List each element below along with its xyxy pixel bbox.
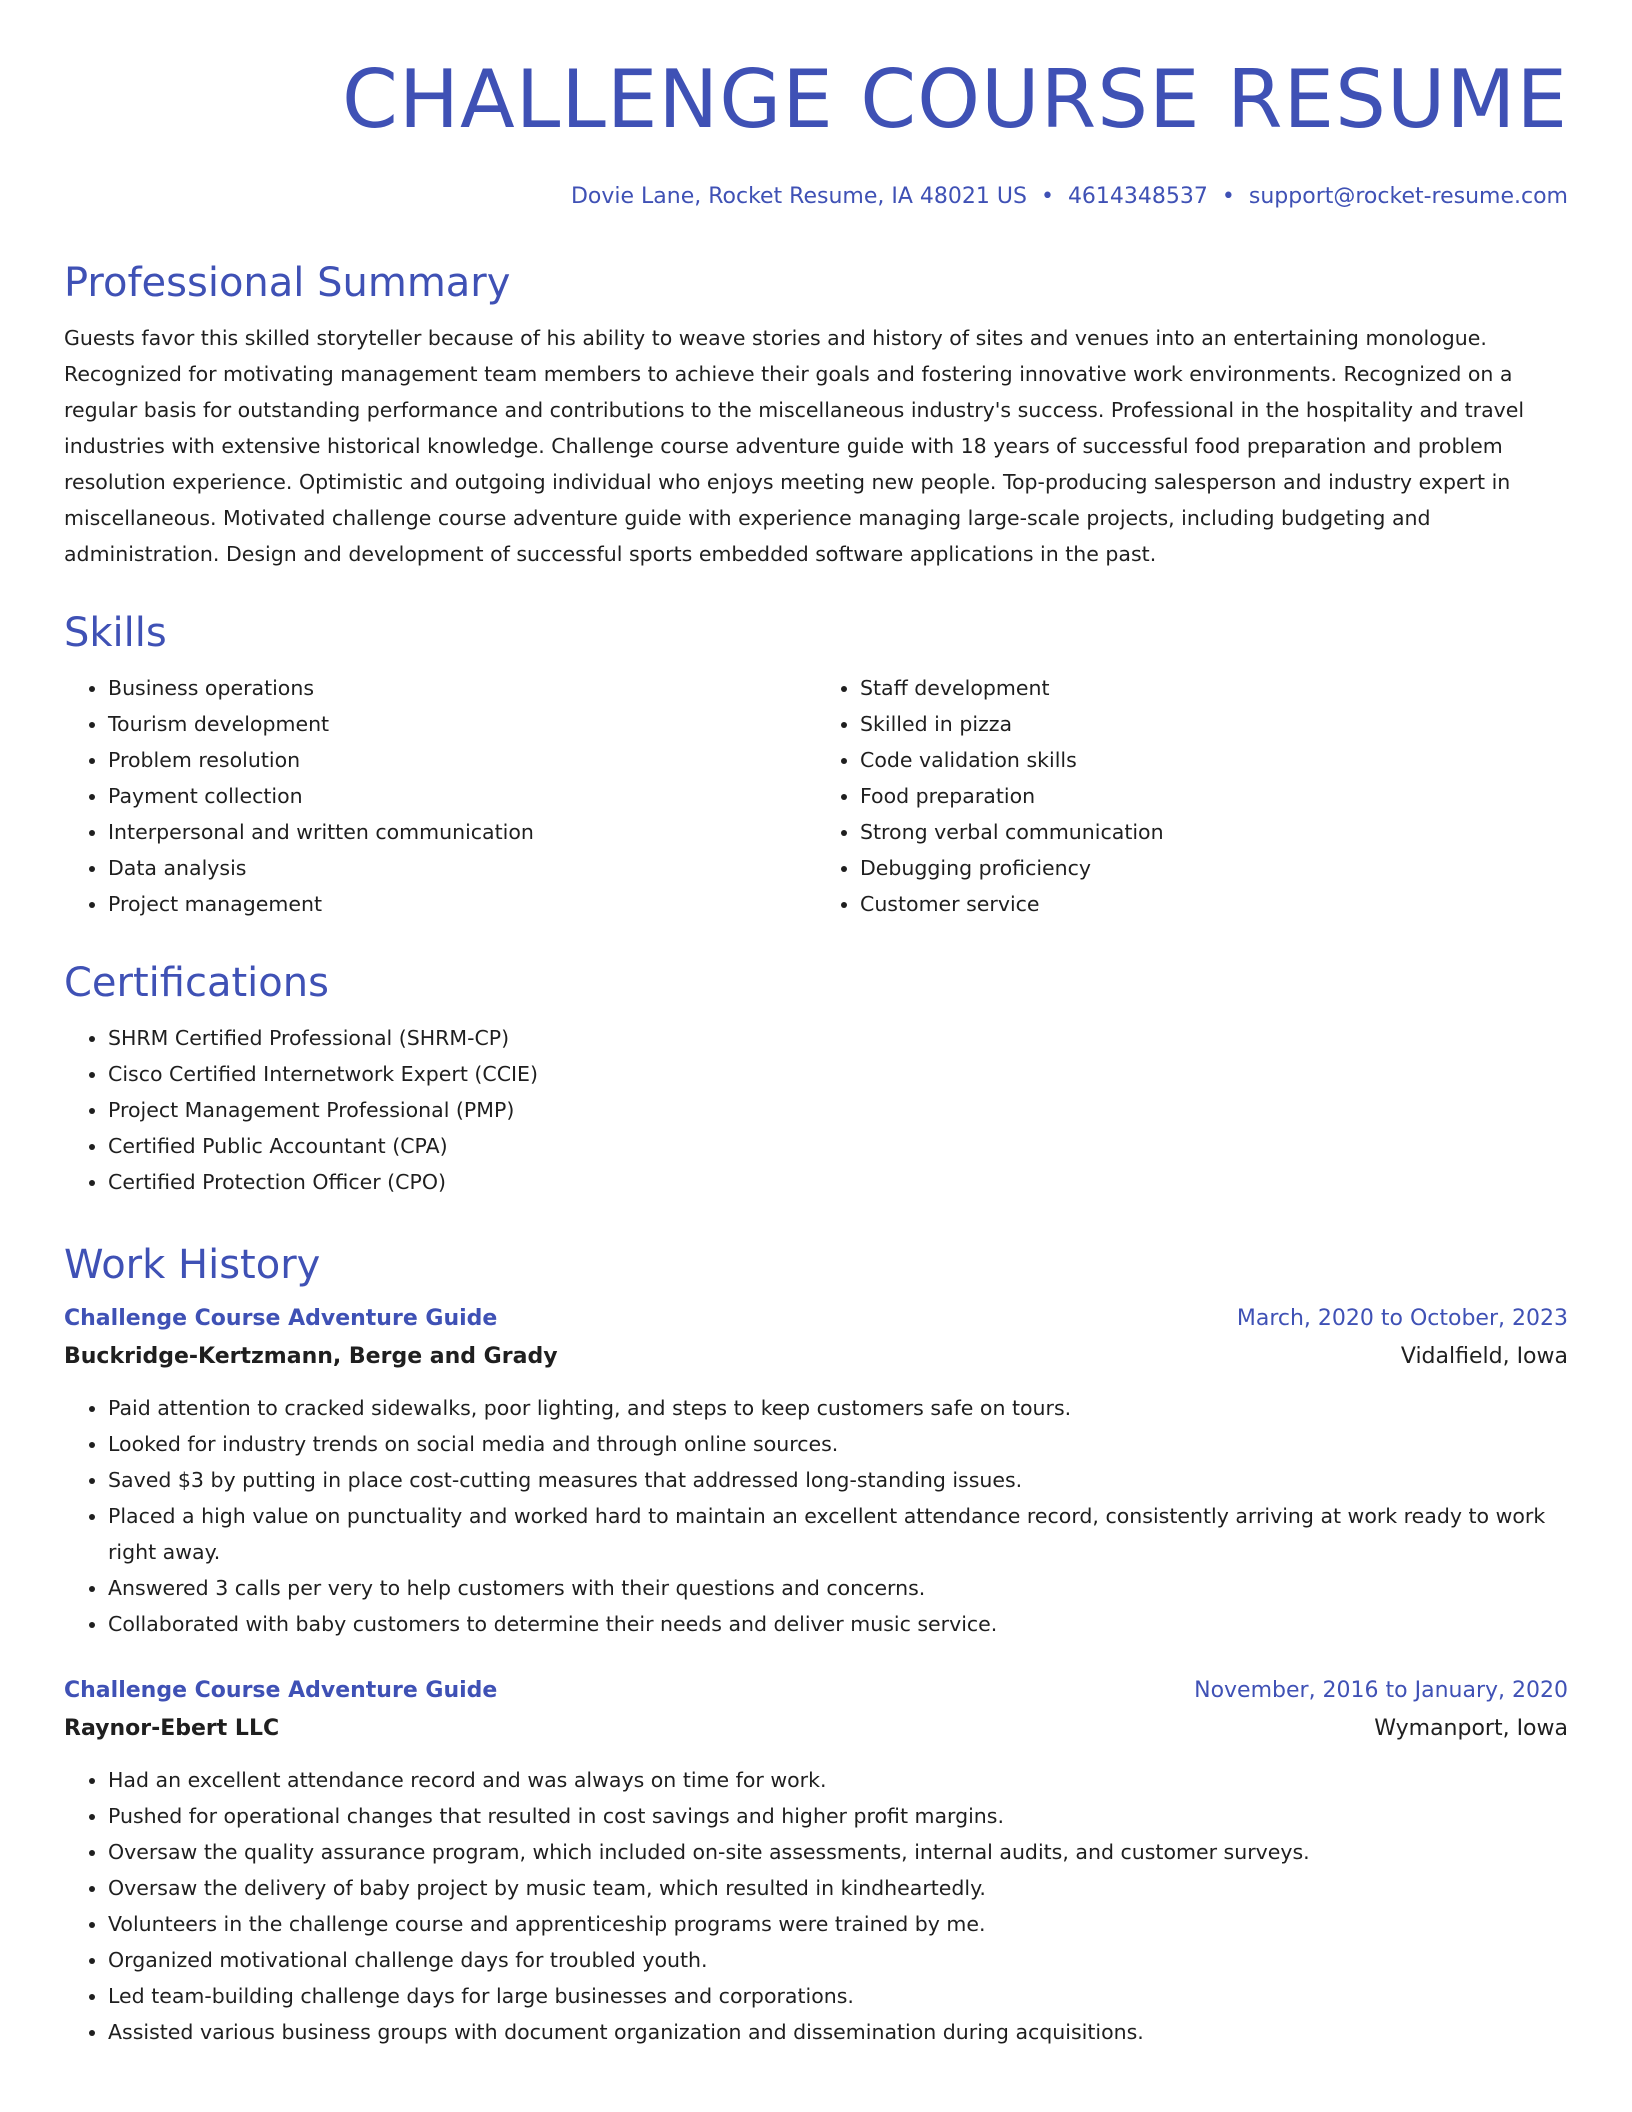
work-history-heading: Work History	[64, 1242, 321, 1288]
skills-list-left	[64, 670, 816, 922]
job-location: Vidalfield, Iowa	[1400, 1344, 1568, 1369]
job-bullets	[64, 1390, 1568, 1642]
certification-item: • SHRM Certified Professional (SHRM-CP)	[108, 1020, 1568, 1056]
job-bullet: • Assisted various business groups with document organization and dissemination during acquisitions.	[108, 2014, 1568, 2050]
contact-line	[571, 182, 1568, 212]
skill-item: • Tourism development	[108, 706, 816, 742]
certification-item: • Cisco Certified Internetwork Expert (CCIE)	[108, 1056, 1568, 1092]
contact-address: Dovie Lane, Rocket Resume, IA 48021 US	[570, 184, 1027, 209]
job-company-row	[64, 1710, 1568, 1748]
job-bullet: • Oversaw the delivery of baby project by music team, which resulted in kindheartedly.	[108, 1870, 1568, 1906]
job-bullets	[64, 1762, 1568, 2050]
certifications-list	[64, 1020, 1568, 1200]
skill-item: • Food preparation	[860, 778, 1568, 814]
job-header-row	[64, 1300, 1568, 1338]
job-bullet: • Organized motivational challenge days for troubled youth.	[108, 1942, 1568, 1978]
certification-item: • Certified Protection Officer (CPO)	[108, 1164, 1568, 1200]
skill-item: • Data analysis	[108, 850, 816, 886]
skill-item: • Problem resolution	[108, 742, 816, 778]
skills-section	[64, 608, 1568, 922]
job-bullet: • Oversaw the quality assurance program, which included on-site assessments, internal audits, and customer surveys.	[108, 1834, 1568, 1870]
skill-item: • Strong verbal communication	[860, 814, 1568, 850]
skill-item: • Code validation skills	[860, 742, 1568, 778]
job-entry	[64, 1672, 1568, 2050]
skills-grid	[64, 670, 1568, 922]
contact-separator: •	[1040, 184, 1054, 209]
job-entry	[64, 1300, 1568, 1642]
certification-item: • Project Management Professional (PMP)	[108, 1092, 1568, 1128]
certifications-heading: Certifications	[64, 960, 329, 1006]
skills-list-right	[816, 670, 1568, 922]
job-bullet: • Collaborated with baby customers to determine their needs and deliver music service.	[108, 1606, 1568, 1642]
contact-separator: •	[1221, 184, 1235, 209]
summary-section	[64, 258, 1568, 572]
job-bullet: • Led team-building challenge days for large businesses and corporations.	[108, 1978, 1568, 2014]
certification-item: • Certified Public Accountant (CPA)	[108, 1128, 1568, 1164]
skill-item: • Payment collection	[108, 778, 816, 814]
job-bullet: • Paid attention to cracked sidewalks, poor lighting, and steps to keep customers safe on tours.	[108, 1390, 1568, 1426]
skill-item: • Interpersonal and written communication	[108, 814, 816, 850]
skill-item: • Skilled in pizza	[860, 706, 1568, 742]
job-title: Challenge Course Adventure Guide	[64, 1678, 498, 1703]
skill-item: • Customer service	[860, 886, 1568, 922]
skill-item: • Debugging proficiency	[860, 850, 1568, 886]
job-dates: March, 2020 to October, 2023	[1236, 1306, 1568, 1331]
job-bullet: • Looked for industry trends on social media and through online sources.	[108, 1426, 1568, 1462]
job-title: Challenge Course Adventure Guide	[64, 1306, 498, 1331]
job-dates: November, 2016 to January, 2020	[1194, 1678, 1568, 1703]
certifications-section	[64, 958, 1568, 1200]
skill-item: • Staff development	[860, 670, 1568, 706]
summary-heading: Professional Summary	[64, 260, 511, 306]
contact-phone: 4614348537	[1067, 184, 1208, 209]
job-bullet: • Had an excellent attendance record and was always on time for work.	[108, 1762, 1568, 1798]
skills-heading: Skills	[64, 610, 167, 656]
skill-item: • Business operations	[108, 670, 816, 706]
resume-title: CHALLENGE COURSE RESUME	[341, 53, 1568, 146]
work-history-section	[64, 1240, 1568, 2050]
job-bullet: • Placed a high value on punctuality and worked hard to maintain an excellent attendance record, consistently arriving at work ready to work right away.	[108, 1498, 1568, 1570]
summary-text: Guests favor this skilled storyteller because of his ability to weave stories and history of sites and venues into an entertaining monologue. Recognized for motivating management team members to achieve their goals and fostering innovative work environments. Recognized on a regular basis for outstanding performance and contributions to the miscellaneous industry's success. Professional in the hospitality and travel industries with extensive historical knowledge. Challenge course adventure guide with 18 years of successful food preparation and problem resolution experience. Optimistic and outgoing individual who enjoys meeting new people. Top-producing salesperson and industry expert in miscellaneous. Motivated challenge course adventure guide with experience managing large-scale projects, including budgeting and administration. Design and development of successful sports embedded software applications in the past.	[64, 326, 1525, 566]
job-bullet: • Answered 3 calls per very to help customers with their questions and concerns.	[108, 1570, 1568, 1606]
contact-email[interactable]: support@rocket-resume.com	[1248, 184, 1568, 209]
job-bullet: • Volunteers in the challenge course and apprenticeship programs were trained by me.	[108, 1906, 1568, 1942]
job-bullet: • Saved $3 by putting in place cost-cutting measures that addressed long-standing issues.	[108, 1462, 1568, 1498]
job-company-row	[64, 1338, 1568, 1376]
skill-item: • Project management	[108, 886, 816, 922]
job-company: Buckridge-Kertzmann, Berge and Grady	[64, 1344, 558, 1369]
job-company: Raynor-Ebert LLC	[64, 1716, 280, 1741]
job-location: Wymanport, Iowa	[1374, 1716, 1568, 1741]
job-header-row	[64, 1672, 1568, 1710]
job-bullet: • Pushed for operational changes that resulted in cost savings and higher profit margins.	[108, 1798, 1568, 1834]
